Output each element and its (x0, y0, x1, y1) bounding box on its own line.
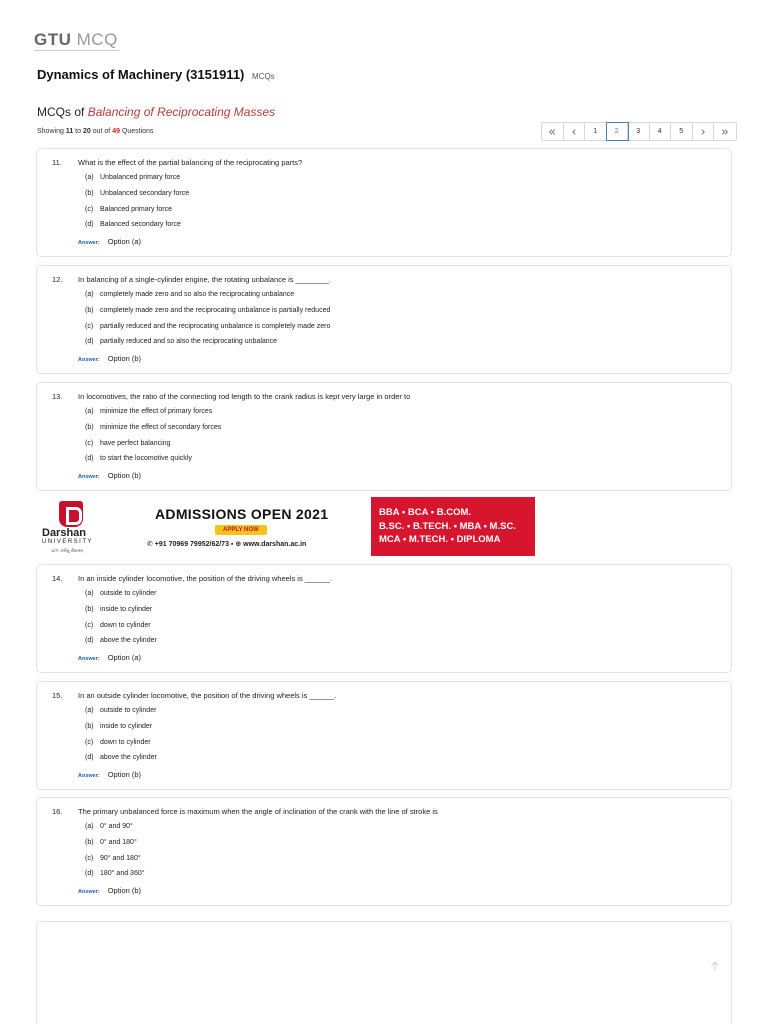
option-c (85, 855, 141, 862)
answer (78, 770, 141, 779)
option-c (85, 622, 151, 629)
answer-value: Option (b) (107, 886, 142, 895)
answer (78, 653, 141, 662)
option-text: Balanced primary force (100, 206, 172, 213)
option-text: completely made zero and so also the reciprocating unbalance (100, 291, 295, 298)
topic-name[interactable]: Balancing of Reciprocating Masses (87, 105, 276, 119)
option-b (85, 723, 152, 730)
banner-title: ADMISSIONS OPEN 2021 (155, 506, 329, 522)
program-line: MCA ▪ M.TECH. ▪ DIPLOMA (379, 534, 501, 545)
option-text: inside to cylinder (100, 606, 153, 613)
option-a (85, 590, 156, 597)
answer-value: Option (b) (107, 354, 142, 363)
showing-to: 20 (82, 128, 91, 135)
option-letter: (d) (85, 637, 94, 644)
university-logo-mark (59, 501, 83, 527)
last-page-button[interactable] (714, 123, 736, 140)
option-text: 180° and 360° (100, 870, 145, 877)
option-letter: (d) (85, 221, 94, 228)
answer (78, 237, 141, 246)
banner-programs (371, 497, 535, 556)
question-number: 12. (52, 275, 63, 284)
option-letter: (c) (85, 323, 94, 330)
next-page-button[interactable] (693, 123, 715, 140)
option-letter: (a) (85, 590, 94, 597)
option-letter: (b) (85, 424, 94, 431)
question-text: In locomotives, the ratio of the connecting rod length to the crank radius is kept very large in order to (78, 392, 411, 401)
option-text: outside to cylinder (100, 590, 157, 597)
option-letter: (c) (85, 855, 94, 862)
question-number: 13. (52, 392, 63, 401)
question-number: 14. (52, 574, 63, 583)
option-letter: (d) (85, 455, 94, 462)
answer-value: Option (b) (107, 770, 142, 779)
answer-value: Option (a) (107, 237, 142, 246)
option-a (85, 291, 294, 298)
option-text: completely made zero and the reciprocating unbalance is partially reduced (100, 307, 331, 314)
showing-of-word: out of (92, 128, 111, 135)
option-letter: (a) (85, 823, 94, 830)
page-2-button[interactable]: 2 (607, 123, 629, 140)
option-text: inside to cylinder (100, 723, 153, 730)
option-letter: (d) (85, 754, 94, 761)
option-letter: (a) (85, 291, 94, 298)
option-b (85, 190, 189, 197)
showing-label: Showing (37, 128, 64, 135)
option-letter: (d) (85, 870, 94, 877)
double-chevron-left-icon (548, 128, 556, 136)
arrow-up-icon[interactable] (709, 960, 721, 972)
question-number: 16. (52, 807, 63, 816)
option-d (85, 870, 145, 877)
option-b (85, 839, 137, 846)
option-letter: (c) (85, 206, 94, 213)
option-letter: (b) (85, 190, 94, 197)
page-3-button[interactable]: 3 (628, 123, 650, 140)
option-text: minimize the effect of primary forces (100, 408, 213, 415)
logo-divider (34, 50, 119, 51)
first-page-button[interactable] (542, 123, 564, 140)
answer-label: Answer: (78, 474, 100, 480)
option-letter: (a) (85, 408, 94, 415)
answer-label: Answer: (78, 889, 100, 895)
option-d (85, 754, 157, 761)
option-letter: (b) (85, 839, 94, 846)
option-text: outside to cylinder (100, 707, 157, 714)
prev-page-button[interactable] (564, 123, 586, 140)
site-logo[interactable] (34, 30, 118, 50)
showing-total: 49 (112, 128, 120, 135)
chevron-right-icon (699, 128, 707, 136)
option-text: minimize the effect of secondary forces (100, 424, 222, 431)
topic-heading (37, 105, 275, 119)
option-letter: (c) (85, 622, 94, 629)
option-a (85, 707, 156, 714)
option-text: partially reduced and the reciprocating unbalance is completely made zero (100, 323, 331, 330)
double-chevron-right-icon (721, 128, 729, 136)
showing-to-word: to (75, 128, 82, 135)
ad-banner[interactable] (37, 497, 535, 556)
answer (78, 471, 141, 480)
option-letter: (d) (85, 338, 94, 345)
showing-from: 11 (65, 128, 74, 135)
banner-contact: ✆ +91 70969 79952/62/73 ▪ ⊕ www.darshan.ac.in (147, 541, 307, 548)
logo-gtu: GTU (34, 30, 72, 49)
answer (78, 354, 141, 363)
answer-label: Answer: (78, 773, 100, 779)
university-name: Darshan (42, 527, 87, 539)
option-c (85, 440, 170, 447)
results-summary (37, 128, 153, 135)
answer-label: Answer: (78, 240, 100, 246)
option-a (85, 823, 133, 830)
question-card (36, 797, 732, 906)
option-text: down to cylinder (100, 622, 151, 629)
option-d (85, 455, 192, 462)
subject-tag: MCQs (252, 72, 275, 81)
option-letter: (c) (85, 440, 94, 447)
option-a (85, 408, 212, 415)
question-number: 15. (52, 691, 63, 700)
option-b (85, 307, 330, 314)
pagination (541, 122, 737, 141)
answer-label: Answer: (78, 357, 100, 363)
question-text: What is the effect of the partial balancing of the reciprocating parts? (78, 158, 303, 167)
option-d (85, 637, 157, 644)
question-number: 11. (52, 158, 62, 167)
option-b (85, 424, 221, 431)
logo-mcq: MCQ (76, 30, 118, 49)
option-text: down to cylinder (100, 739, 151, 746)
answer-label: Answer: (78, 656, 100, 662)
apply-now-button[interactable]: APPLY NOW (215, 525, 267, 535)
question-card (36, 265, 732, 374)
option-text: to start the locomotive quickly (100, 455, 192, 462)
option-text: have perfect balancing (100, 440, 171, 447)
question-card (36, 681, 732, 790)
option-text: 90° and 180° (100, 855, 141, 862)
option-d (85, 338, 277, 345)
page-title (37, 67, 275, 82)
question-text: In an outside cylinder locomotive, the position of the driving wheels is ______. (78, 691, 337, 700)
option-c (85, 206, 172, 213)
chevron-left-icon (570, 128, 578, 136)
program-line: B.SC. ▪ B.TECH. ▪ MBA ▪ M.SC. (379, 520, 516, 532)
answer (78, 886, 141, 895)
page-4-button[interactable]: 4 (650, 123, 672, 140)
program-line: BBA ▪ BCA ▪ B.COM. (379, 507, 472, 518)
option-d (85, 221, 181, 228)
question-card (36, 382, 732, 491)
page-5-button[interactable]: 5 (671, 123, 693, 140)
answer-value: Option (b) (107, 471, 142, 480)
option-letter: (b) (85, 606, 94, 613)
question-card (36, 564, 732, 673)
topic-prefix: MCQs of (37, 105, 85, 119)
page-1-button[interactable]: 1 (585, 123, 607, 140)
showing-suffix: Questions (121, 128, 154, 135)
option-text: above the cylinder (100, 754, 157, 761)
university-motto: યોગઃ કર્મસુ કૌશલમ્ (51, 548, 84, 553)
option-text: 0° and 90° (100, 823, 133, 830)
option-letter: (a) (85, 707, 94, 714)
ad-placeholder-card (36, 921, 732, 1024)
option-text: above the cylinder (100, 637, 157, 644)
option-text: Balanced secondary force (100, 221, 181, 228)
question-card (36, 148, 732, 257)
subject-title: Dynamics of Machinery (3151911) (37, 67, 245, 82)
option-text: Unbalanced primary force (100, 174, 181, 181)
answer-value: Option (a) (107, 653, 142, 662)
option-text: partially reduced and so also the reciprocating unbalance (100, 338, 278, 345)
question-text: The primary unbalanced force is maximum when the angle of inclination of the crank with the line of stroke is (78, 807, 438, 816)
option-c (85, 323, 330, 330)
question-text: In an inside cylinder locomotive, the position of the driving wheels is ______. (78, 574, 332, 583)
option-letter: (b) (85, 307, 94, 314)
option-letter: (a) (85, 174, 94, 181)
option-text: 0° and 180° (100, 839, 137, 846)
option-text: Unbalanced secondary force (100, 190, 190, 197)
university-logo (37, 497, 107, 556)
option-c (85, 739, 151, 746)
option-letter: (b) (85, 723, 94, 730)
option-b (85, 606, 152, 613)
option-a (85, 174, 180, 181)
question-text: In balancing of a single-cylinder engine, the rotating unbalance is ________. (78, 275, 332, 284)
university-sub: UNIVERSITY (42, 539, 94, 545)
option-letter: (c) (85, 739, 94, 746)
